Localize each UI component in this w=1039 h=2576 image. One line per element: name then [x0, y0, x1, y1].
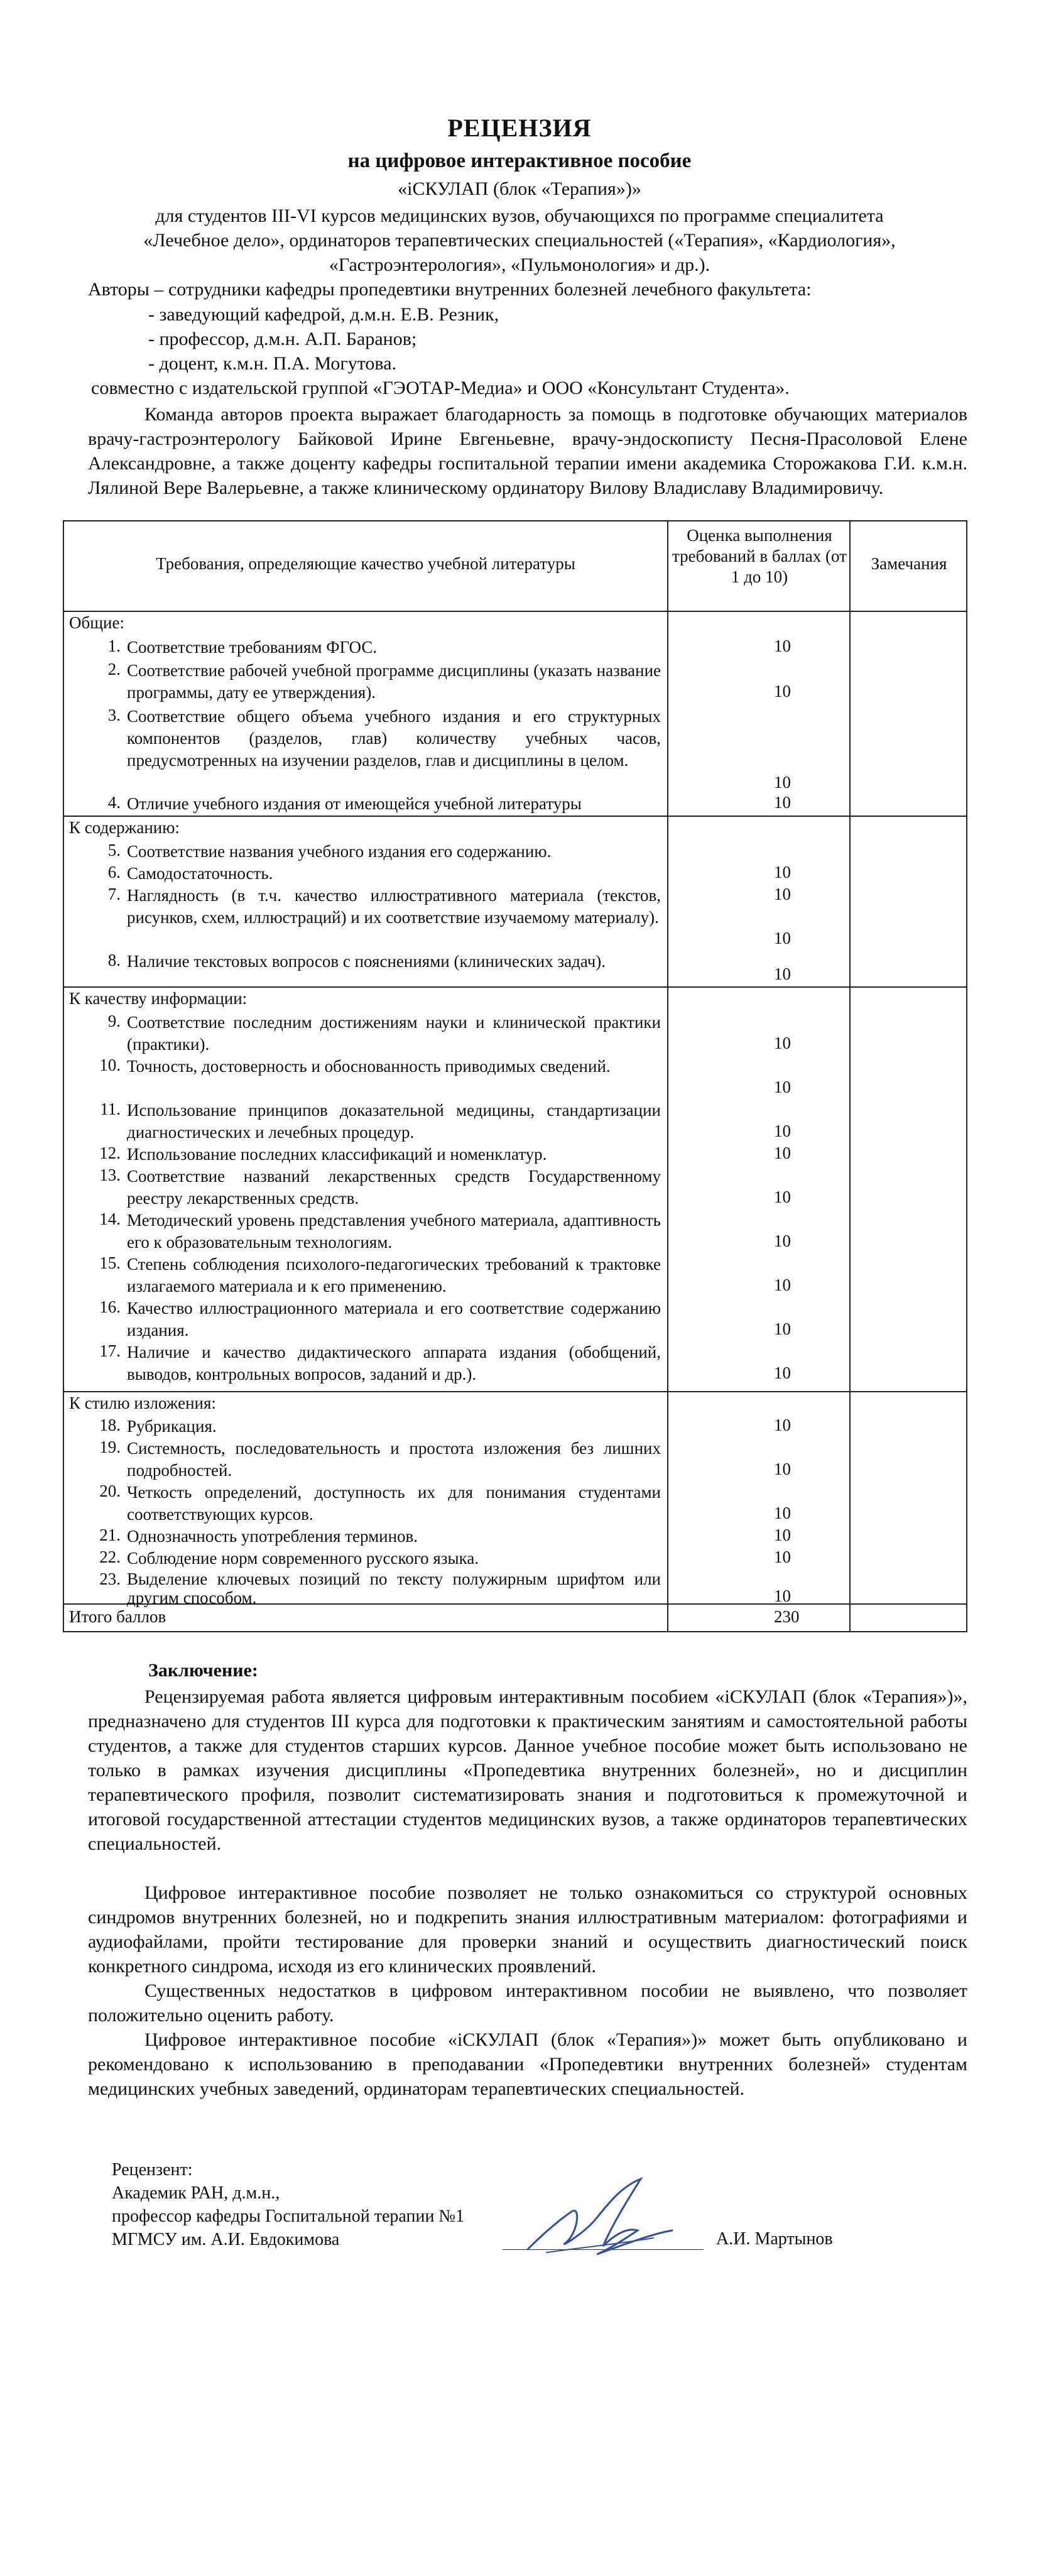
product-name: «iСКУЛАП (блок «Терапия»)» — [398, 178, 641, 199]
item-score: 10 — [774, 1586, 791, 1605]
item-number: 21. — [99, 1525, 121, 1544]
item-text: Рубрикация. — [127, 1417, 217, 1436]
section-title: Общие: — [69, 613, 124, 632]
item-number: 3. — [107, 706, 121, 724]
total-score: 230 — [774, 1607, 800, 1626]
item-number: 11. — [100, 1100, 121, 1118]
item-score: 10 — [774, 1460, 791, 1478]
header-notes: Замечания — [871, 554, 947, 573]
item-score: 10 — [774, 1416, 791, 1434]
item-text: Методический уровень представления учебного материала, адаптивность его к образовательным технологиям. — [127, 1211, 661, 1252]
item-text: Соответствие общего объема учебного издания и его структурных компонентов (разделов, глав) количеству учебных часов, предусмотренных на изучении разделов, глав и дисциплины в целом. — [127, 707, 661, 770]
item-text: Соответствие названия учебного издания его содержанию. — [127, 842, 552, 861]
item-score: 10 — [774, 1187, 791, 1206]
item-score: 10 — [774, 793, 791, 812]
evaluation-table — [63, 520, 967, 1632]
item-score: 10 — [774, 863, 791, 881]
item-number: 9. — [107, 1012, 121, 1030]
conclusion-paragraph: Цифровое интерактивное пособие позволяет не только ознакомиться со структурой основных синдромов внутренних болезней, но и подкрепить знания иллюстративным материалом: фотографиями и аудиофайлами, пройти тестирование для проверки знаний и осуществить диагностический поиск конкретного синдрома, исходя из его клинических проявлений. — [88, 1882, 967, 1977]
item-text: Использование принципов доказательной медицины, стандартизации диагностических и лечебных процедур. — [127, 1101, 661, 1142]
total-label: Итого баллов — [69, 1607, 166, 1626]
document-subtitle: на цифровое интерактивное пособие — [347, 150, 692, 172]
item-number: 10. — [99, 1056, 121, 1074]
item-number: 15. — [99, 1253, 121, 1272]
item-text: Четкость определений, доступность их для понимания студентами соответствующих курсов. — [127, 1483, 661, 1524]
reviewer-title: Академик РАН, д.м.н., — [112, 2183, 280, 2203]
reviewer-position: профессор кафедры Госпитальной терапии №1 — [112, 2207, 465, 2226]
item-score: 10 — [774, 773, 791, 792]
item-score: 10 — [774, 1275, 791, 1294]
item-text: Соответствие рабочей учебной программе дисциплины (указать название программы, дату ее утверждения). — [127, 661, 661, 702]
item-text: Самодостаточность. — [127, 864, 273, 883]
author-line: - заведующий кафедрой, д.м.н. Е.В. Резник, — [148, 304, 499, 325]
conclusion-heading: Заключение: — [148, 1660, 258, 1681]
reviewer-label: Рецензент: — [112, 2160, 193, 2180]
item-text: Выделение ключевых позиций по тексту полужирным шрифтом или другим способом. — [127, 1569, 661, 1607]
item-number: 12. — [99, 1143, 121, 1162]
item-number: 17. — [99, 1341, 121, 1360]
item-score: 10 — [774, 1319, 791, 1338]
authors-intro: Авторы – сотрудники кафедры пропедевтики внутренних болезней лечебного факультета: — [88, 279, 812, 300]
reviewer-institution: МГМСУ им. А.И. Евдокимова — [112, 2230, 340, 2249]
item-number: 4. — [107, 793, 121, 812]
item-number: 1. — [107, 636, 121, 655]
item-text: Соответствие требованиям ФГОС. — [127, 638, 378, 657]
item-score: 10 — [774, 1504, 791, 1522]
header-requirements: Требования, определяющие качество учебной литературы — [156, 554, 575, 573]
item-number: 13. — [99, 1165, 121, 1184]
item-text: Наличие и качество дидактического аппарата издания (обобщений, выводов, контрольных вопросов, заданий и др.). — [127, 1343, 661, 1384]
audience-line: «Лечебное дело», ординаторов терапевтических специальностей («Терапия», «Кардиология», — [143, 230, 896, 251]
item-text: Наглядность (в т.ч. качество иллюстративного материала (текстов, рисунков, схем, иллюстраций) и их соответствие изучаемому материалу). — [127, 886, 661, 927]
item-text: Системность, последовательность и простота изложения без лишних подробностей. — [127, 1439, 661, 1480]
conclusion-paragraph: Существенных недостатков в цифровом интерактивном пособии не выявлено, что позволяет положительно оценить работу. — [88, 1980, 967, 2026]
publisher-line: совместно с издательской группой «ГЭОТАР-Медиа» и ООО «Консультант Студента». — [91, 378, 790, 398]
item-score: 10 — [774, 964, 791, 983]
item-score: 10 — [774, 1547, 791, 1566]
item-text: Качество иллюстрационного материала и его соответствие содержанию издания. — [127, 1299, 661, 1340]
author-line: - доцент, к.м.н. П.А. Могутова. — [148, 353, 397, 374]
item-score: 10 — [774, 885, 791, 903]
item-text: Отличие учебного издания от имеющейся учебной литературы — [127, 794, 582, 813]
item-text: Однозначность употребления терминов. — [127, 1527, 418, 1546]
item-number: 20. — [99, 1482, 121, 1500]
section-title: К стилю изложения: — [69, 1394, 216, 1412]
signature-icon — [503, 2174, 691, 2268]
item-number: 5. — [107, 841, 121, 860]
item-number: 16. — [99, 1297, 121, 1316]
item-score: 10 — [774, 1034, 791, 1052]
item-score: 10 — [774, 1143, 791, 1162]
item-number: 8. — [107, 951, 121, 969]
item-text: Соответствие последним достижениям науки и клинической практики (практики). — [127, 1013, 661, 1054]
conclusion-paragraph: Рецензируемая работа является цифровым интерактивным пособием «iСКУЛАП (блок «Терапия»)», предназначено для студентов III курса для подготовки к практическим занятиям и самостоятельной работы студентов, а также для студентов старших курсов. Данное учебное пособие может быть использовано не только в рамках изучения дисциплины «Пропедевтика внутренних болезней», но и дисциплин терапевтического профиля, позволит систематизировать знания и подготовиться к промежуточной и итоговой государственной аттестации студентов медицинских вузов, а также ординаторов терапевтических специальностей. — [88, 1686, 967, 1854]
item-number: 6. — [107, 863, 121, 881]
item-number: 14. — [99, 1209, 121, 1228]
item-text: Наличие текстовых вопросов с пояснениями (клинических задач). — [127, 952, 606, 971]
item-score: 10 — [774, 929, 791, 947]
audience-line: «Гастроэнтерология», «Пульмонология» и др.). — [329, 254, 710, 275]
item-score: 10 — [774, 1231, 791, 1250]
item-score: 10 — [774, 1525, 791, 1544]
item-text: Соответствие названий лекарственных средств Государственному реестру лекарственных средств. — [127, 1167, 661, 1208]
item-number: 19. — [99, 1438, 121, 1456]
item-text: Точность, достоверность и обоснованность приводимых сведений. — [127, 1057, 611, 1076]
item-text: Степень соблюдения психолого-педагогических требований к трактовке излагаемого материала и к его применению. — [127, 1255, 661, 1296]
document-title: РЕЦЕНЗИЯ — [447, 114, 592, 142]
item-score: 10 — [774, 1363, 791, 1382]
item-score: 10 — [774, 636, 791, 655]
reviewer-name: А.И. Мартынов — [716, 2229, 833, 2249]
author-line: - профессор, д.м.н. А.П. Баранов; — [148, 329, 417, 349]
item-number: 2. — [107, 660, 121, 679]
item-number: 23. — [99, 1569, 121, 1588]
item-text: Использование последних классификаций и номенклатур. — [127, 1145, 547, 1164]
audience-line: для студентов III-VI курсов медицинских вузов, обучающихся по программе специалитета — [155, 205, 884, 226]
conclusion-paragraph: Цифровое интерактивное пособие «iСКУЛАП (блок «Терапия»)» может быть опубликовано и рекомендовано к использованию в преподавании «Пропедевтики внутренних болезней» студентам медицинских учебных заведений, ординаторам терапевтических специальностей. — [88, 2029, 967, 2099]
header-score: Оценка выполнения требований в баллах (от 1 до 10) — [672, 526, 847, 586]
item-text: Соблюдение норм современного русского языка. — [127, 1549, 479, 1568]
item-score: 10 — [774, 682, 791, 701]
item-number: 7. — [107, 885, 121, 903]
section-title: К качеству информации: — [69, 989, 248, 1008]
item-number: 22. — [99, 1547, 121, 1566]
item-number: 18. — [99, 1416, 121, 1434]
acknowledgement-paragraph: Команда авторов проекта выражает благодарность за помощь в подготовке обучающих материалов врачу-гастроэнтерологу Байковой Ирине Евгеньевне, врачу-эндоскописту Песня-Прасоловой Елене Александровне, а также доценту кафедры госпитальной терапии имени академика Сторожакова Г.И. к.м.н. Лялиной Вере Валерьевне, а также клиническому ординатору Вилову Владиславу Владимировичу. — [88, 404, 967, 498]
section-title: К содержанию: — [69, 818, 180, 837]
item-score: 10 — [774, 1078, 791, 1096]
item-score: 10 — [774, 1122, 791, 1140]
